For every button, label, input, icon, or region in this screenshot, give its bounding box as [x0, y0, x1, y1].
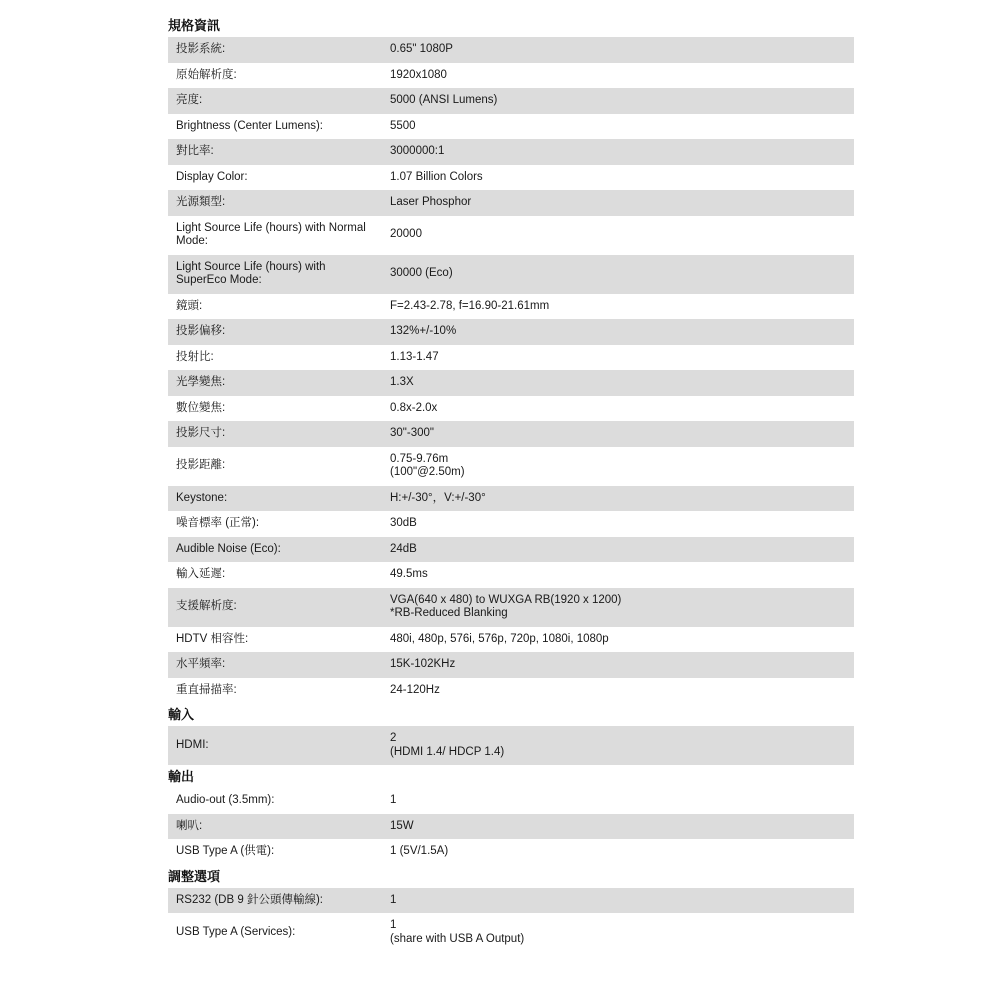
- spec-value: [382, 788, 854, 814]
- spec-value-line: *RB-Reduced Blanking: [390, 607, 508, 619]
- table-row: [168, 726, 854, 765]
- spec-table: [168, 788, 854, 865]
- spec-value: [382, 652, 854, 678]
- spec-value-line: 480i, 480p, 576i, 576p, 720p, 1080i, 1080p: [390, 632, 609, 645]
- spec-value: [382, 447, 854, 486]
- spec-value: [382, 88, 854, 114]
- spec-label: 投射比:: [168, 345, 382, 371]
- spec-value-line: 1 (5V/1.5A): [390, 845, 449, 857]
- spec-label: RS232 (DB 9 針公頭傳輸線):: [168, 888, 382, 914]
- spec-value-line: 1.3X: [390, 376, 414, 388]
- table-row: [168, 216, 854, 255]
- spec-value: [382, 588, 854, 627]
- spec-value: [382, 814, 854, 840]
- spec-sheet: [168, 14, 826, 952]
- spec-value: [382, 726, 854, 765]
- spec-label: USB Type A (供電):: [168, 839, 382, 865]
- spec-table: [168, 37, 854, 703]
- spec-value-line: 30000 (Eco): [390, 267, 453, 280]
- table-row: [168, 63, 854, 89]
- table-row: [168, 319, 854, 345]
- spec-value-line: 0.75-9.76m: [390, 452, 449, 465]
- spec-value-line: 0.8x-2.0x: [390, 401, 438, 414]
- spec-label: 投影偏移:: [168, 319, 382, 345]
- spec-value: [382, 421, 854, 447]
- table-row: [168, 447, 854, 486]
- spec-value: [382, 562, 854, 588]
- spec-label: 光源類型:: [168, 190, 382, 216]
- table-row: [168, 114, 854, 140]
- spec-value: [382, 165, 854, 191]
- spec-value-line: 24-120Hz: [390, 683, 440, 696]
- table-row: [168, 345, 854, 371]
- spec-value-line: 2: [390, 732, 397, 744]
- spec-label: 數位變焦:: [168, 396, 382, 422]
- table-row: [168, 370, 854, 396]
- spec-value-line: 1.07 Billion Colors: [390, 170, 483, 183]
- spec-label: Brightness (Center Lumens):: [168, 114, 382, 140]
- spec-value: [382, 345, 854, 371]
- spec-value: [382, 255, 854, 294]
- table-row: [168, 486, 854, 512]
- spec-value-line: 1920x1080: [390, 68, 447, 81]
- spec-label: 投影尺寸:: [168, 421, 382, 447]
- spec-label: USB Type A (Services):: [168, 913, 382, 952]
- spec-label: Audible Noise (Eco):: [168, 537, 382, 563]
- table-row: [168, 139, 854, 165]
- spec-label: 喇叭:: [168, 814, 382, 840]
- spec-label: 亮度:: [168, 88, 382, 114]
- spec-value: [382, 913, 854, 952]
- spec-label: 輸入延遲:: [168, 562, 382, 588]
- spec-value-line: (share with USB A Output): [390, 932, 525, 945]
- spec-label: Display Color:: [168, 165, 382, 191]
- spec-label: 水平頻率:: [168, 652, 382, 678]
- spec-label: 對比率:: [168, 139, 382, 165]
- spec-table: [168, 726, 854, 765]
- table-row: [168, 537, 854, 563]
- table-row: [168, 839, 854, 865]
- spec-label: 投影系統:: [168, 37, 382, 63]
- spec-value-line: 30dB: [390, 517, 417, 529]
- spec-value-line: 20000: [390, 228, 422, 241]
- spec-value-line: H:+/-30°，V:+/-30°: [390, 491, 486, 504]
- spec-value-line: 132%+/-10%: [390, 325, 457, 337]
- spec-label: 支援解析度:: [168, 588, 382, 627]
- spec-value: [382, 370, 854, 396]
- spec-value-line: 1: [390, 919, 397, 931]
- table-row: [168, 788, 854, 814]
- spec-label: Light Source Life (hours) with Normal Mode:: [168, 216, 382, 255]
- spec-value-line: (HDMI 1.4/ HDCP 1.4): [390, 745, 505, 758]
- table-row: [168, 627, 854, 653]
- table-row: [168, 588, 854, 627]
- table-row: [168, 814, 854, 840]
- table-row: [168, 652, 854, 678]
- table-row: [168, 88, 854, 114]
- spec-label: 重直掃描率:: [168, 678, 382, 704]
- spec-value-line: 3000000:1: [390, 145, 445, 157]
- spec-label: Keystone:: [168, 486, 382, 512]
- spec-value: [382, 294, 854, 320]
- spec-value-line: 0.65" 1080P: [390, 43, 453, 55]
- spec-value-line: 24dB: [390, 542, 417, 555]
- spec-value-line: 30"-300": [390, 427, 434, 439]
- spec-value-line: 1.13-1.47: [390, 350, 439, 363]
- section-title: 輸入: [168, 707, 195, 722]
- spec-value: [382, 839, 854, 865]
- table-row: [168, 37, 854, 63]
- spec-value: [382, 396, 854, 422]
- spec-label: HDMI:: [168, 726, 382, 765]
- spec-label: 噪音標率 (正常):: [168, 511, 382, 537]
- section-title: 規格資訊: [168, 18, 221, 33]
- table-row: [168, 255, 854, 294]
- spec-value: [382, 114, 854, 140]
- section-title: 調整選項: [168, 868, 221, 884]
- spec-label: 鏡頭:: [168, 294, 382, 320]
- table-row: [168, 511, 854, 537]
- spec-value: [382, 627, 854, 653]
- spec-value-line: 15K-102KHz: [390, 658, 456, 670]
- spec-value-line: 1: [390, 893, 397, 906]
- spec-value: [382, 216, 854, 255]
- table-row: [168, 396, 854, 422]
- spec-value-line: 49.5ms: [390, 568, 428, 580]
- spec-value: [382, 888, 854, 914]
- spec-label: 光學變焦:: [168, 370, 382, 396]
- spec-label: HDTV 相容性:: [168, 627, 382, 653]
- spec-label: 原始解析度:: [168, 63, 382, 89]
- spec-value: [382, 537, 854, 563]
- spec-value-line: VGA(640 x 480) to WUXGA RB(1920 x 1200): [390, 593, 622, 606]
- table-row: [168, 165, 854, 191]
- table-row: [168, 562, 854, 588]
- section-title: 輸出: [168, 769, 195, 784]
- spec-value-line: F=2.43-2.78, f=16.90-21.61mm: [390, 299, 550, 312]
- spec-value-line: 5500: [390, 119, 416, 132]
- spec-value: [382, 678, 854, 704]
- spec-label: Light Source Life (hours) with SuperEco Mode:: [168, 255, 382, 294]
- spec-value: [382, 37, 854, 63]
- spec-value-line: 15W: [390, 819, 414, 832]
- table-row: [168, 294, 854, 320]
- spec-value: [382, 511, 854, 537]
- spec-value: [382, 486, 854, 512]
- spec-value: [382, 319, 854, 345]
- spec-table: [168, 888, 854, 953]
- spec-label: 投影距離:: [168, 447, 382, 486]
- spec-value-line: (100"@2.50m): [390, 466, 465, 478]
- spec-value-line: 1: [390, 794, 397, 806]
- table-row: [168, 888, 854, 914]
- spec-value-line: 5000 (ANSI Lumens): [390, 94, 498, 106]
- table-row: [168, 678, 854, 704]
- table-row: [168, 913, 854, 952]
- spec-value: [382, 190, 854, 216]
- table-row: [168, 190, 854, 216]
- spec-value: [382, 63, 854, 89]
- spec-value-line: Laser Phosphor: [390, 196, 472, 208]
- spec-value: [382, 139, 854, 165]
- spec-label: Audio-out (3.5mm):: [168, 788, 382, 814]
- table-row: [168, 421, 854, 447]
